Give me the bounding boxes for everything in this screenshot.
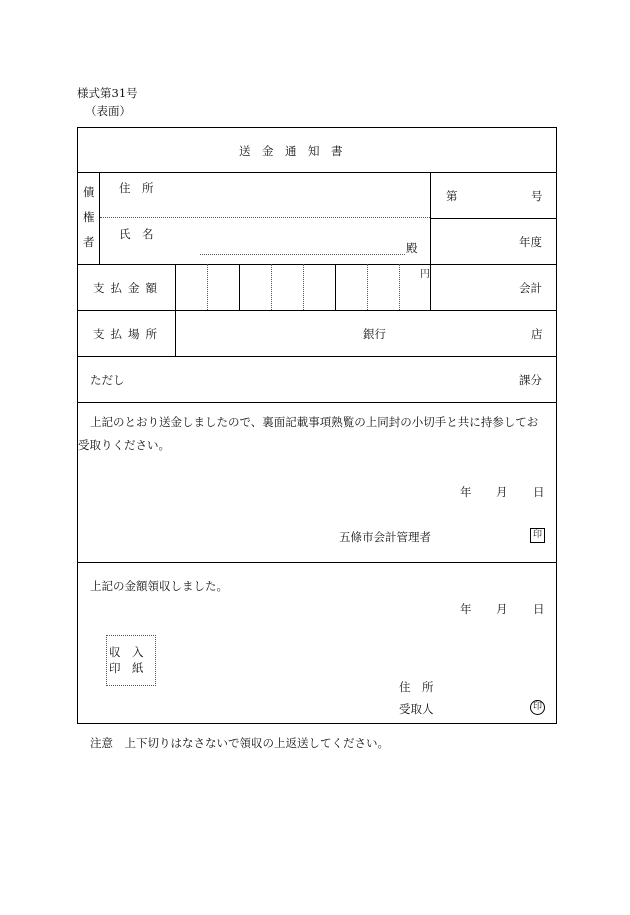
form-number: 様式第31号 (77, 86, 138, 100)
number-prefix: 第 (446, 189, 458, 203)
name-label: 氏 名 (119, 227, 154, 241)
date-day: 日 (533, 485, 545, 499)
receipt-text: 上記の金額領収しました。 (90, 579, 228, 593)
stamp-label-1: 収 入 (109, 645, 144, 659)
date-month: 月 (496, 485, 508, 499)
receipt-date-month: 月 (496, 602, 508, 616)
amount-label: 支払金額 (93, 281, 163, 295)
account-label: 会計 (519, 281, 542, 295)
payment-place-label: 支払場所 (93, 327, 163, 341)
form-title: 送 金 通 知 書 (239, 144, 343, 158)
creditor-label-1: 債 (83, 185, 95, 199)
issuer-name: 五條市会計管理者 (339, 530, 431, 544)
creditor-label-2: 権 (83, 210, 95, 224)
bank-label: 銀行 (363, 327, 386, 341)
recipient-label: 受取人 (399, 702, 434, 716)
address-label: 住 所 (119, 181, 154, 195)
branch-label: 店 (531, 327, 543, 341)
receipt-date-day: 日 (533, 602, 545, 616)
note-label: ただし (90, 373, 125, 387)
receipt-date-year: 年 (460, 602, 472, 616)
yen-unit: 円 (420, 269, 430, 280)
honorific: 殿 (406, 241, 418, 255)
number-suffix: 号 (531, 189, 543, 203)
message-line-1: 上記のとおり送金しましたので、裏面記載事項熟覧の上同封の小切手と共に持参してお (90, 415, 539, 429)
date-year: 年 (460, 485, 472, 499)
stamp-label-2: 印 紙 (109, 661, 144, 675)
side-label: （表面） (85, 104, 131, 118)
creditor-label-3: 者 (83, 235, 95, 249)
recipient-seal-icon: 印 (530, 700, 545, 715)
issuer-seal-icon: 印 (530, 528, 545, 543)
recipient-address-label: 住 所 (399, 680, 434, 694)
section-label: 課分 (519, 373, 542, 387)
message-line-2: 受取りください。 (78, 438, 170, 452)
fiscal-year-label: 年度 (519, 235, 542, 249)
footer-note: 注意 上下切りはなさないで領収の上返送してください。 (90, 736, 389, 750)
